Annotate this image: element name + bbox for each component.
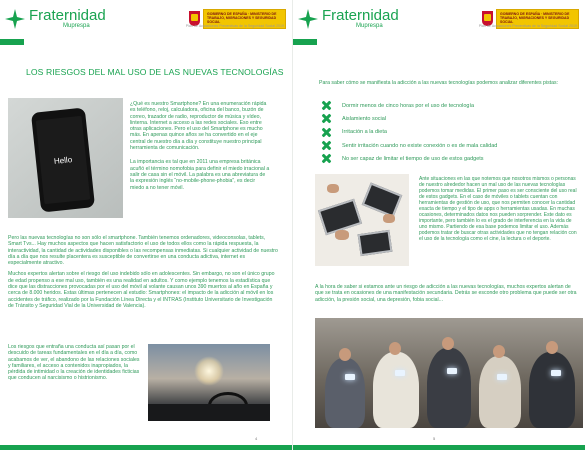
phone-glow	[497, 374, 507, 380]
x-mark-icon	[321, 113, 332, 124]
signs-list	[321, 99, 571, 165]
phone-glow	[395, 370, 405, 376]
brand-logo	[4, 8, 106, 30]
phone-glow	[345, 374, 355, 380]
paragraph-3: Pero las nuevas tecnologías no son sólo el smartphone. También tenemos ordenadores, videoconsolas, tablets, Smart Tvs... Hay muchos aspectos que hacen satisfactorio el uso de todos ellos como la rápida respuesta, la interactividad, la cantidad de actividades disponibles o las recompensas inmediatas. Si cualquier actividad de nuestro día a día que nos resulte placentera es susceptible de convertirse en una conducta adictiva, internet es especialmente atractivo.	[8, 235, 278, 267]
list-intro: Para saber cómo se manifiesta la adicción a las nuevas tecnologías podemos analizar diferentes pistas:	[319, 80, 559, 86]
hand-image	[335, 230, 349, 240]
brand-sub: Muprespa	[63, 22, 90, 29]
car-dashboard	[148, 404, 270, 421]
laptop-image	[362, 183, 403, 218]
tablet-image	[358, 230, 393, 256]
person	[325, 358, 365, 428]
x-mark-icon	[321, 127, 332, 138]
list-item	[321, 99, 571, 112]
brand-sub: Muprespa	[356, 22, 383, 29]
brand-name: Fraternidad	[29, 6, 106, 24]
body-text-2	[8, 344, 140, 386]
person-head	[546, 341, 558, 354]
phone-glow	[447, 368, 457, 374]
driving-photo	[148, 344, 270, 421]
intro-column	[130, 101, 270, 195]
list-item-text: Aislamiento social	[342, 115, 387, 122]
page-header	[0, 0, 292, 44]
person-head	[339, 348, 351, 361]
fraternidad-logo-icon	[4, 8, 26, 30]
phone-screen-text: Hello	[36, 116, 91, 204]
footer-green-bar	[293, 445, 585, 450]
page-header	[293, 0, 585, 44]
list-item-text: Dormir menos de cinco horas por el uso de tecnología	[342, 102, 475, 109]
body-text-1	[8, 235, 278, 313]
list-item-text: Irritación a la dieta	[342, 129, 387, 136]
brand-logo	[297, 8, 399, 30]
list-item	[321, 126, 571, 139]
warning-text: A la hora de saber si estamos ante un riesgo de adicción a las nuevas tecnologías, muchos expertos alertan de que se trata en ocasiones de una manifestación secundaria. Detrás se esconde otro problema que puede ser otra adicción, la presión social, una depresión, fobia social...	[315, 284, 577, 303]
list-item	[321, 112, 571, 125]
list-item	[321, 152, 571, 165]
page-number: 5	[433, 436, 436, 441]
person-head	[442, 337, 454, 350]
paragraph-1: ¿Qué es nuestro Smartphone? En una enumeración rápida es teléfono, reloj, calculadora, oficina del banco, buzón de correo, trazador de radio, reproductor de música y vídeo, linterna. Internet a acceso a las redes sociales. Eso entre otras aplicaciones. Pero el uso del Smartphone es mucho más. En apenas quince años se ha convertido en el eje central de nuestro día a día y constituye nuestro principal herramienta de comunicación.	[130, 101, 267, 152]
footer-green-bar	[0, 445, 292, 450]
person	[427, 348, 471, 428]
paragraph-4: Muchos expertos alertan sobre el riesgo del uso indebido sólo en adolescentes. Sin embargo, no son el único grupo de edad propenso a ese mal uso, también es una realidad en adultos. Y como ejemplo tenemos la estadística que dice que las distracciones provocadas por el uso del móvil al volante causan unos 390 muertos al año en España y cerca de 8.000 heridos. Estas últimas pertenecen al estudio: Smartphones: el impacto de la adicción al móvil en los accidentes de tráfico, realizado por la Fundación Línea Directa y el INTRAS (Instituto Universitario de Investigación de Tránsito y Seguridad Vial de la Universidad de Valencia).	[8, 271, 275, 309]
header-green-bar	[293, 39, 317, 45]
left-page	[0, 0, 292, 450]
x-mark-icon	[321, 153, 332, 164]
person	[529, 352, 575, 428]
x-mark-icon	[321, 100, 332, 111]
plan-caption: Plan de Actuaciones Preventivas de la Seguridad Social 2019	[478, 24, 577, 28]
page-number: 4	[255, 436, 258, 441]
ministry-text: GOBIERNO DE ESPAÑA · MINISTERIO DE TRABAJO, MIGRACIONES Y SEGURIDAD SOCIAL	[207, 12, 277, 24]
person	[479, 356, 521, 428]
person-head	[493, 345, 505, 358]
desk-devices-photo	[315, 174, 409, 266]
person-head	[389, 342, 401, 355]
x-mark-icon	[321, 140, 332, 151]
list-item-text: No ser capaz de limitar el tiempo de uso de estos gadgets	[342, 155, 484, 162]
hand-image	[383, 214, 395, 223]
ministry-text: GOBIERNO DE ESPAÑA · MINISTERIO DE TRABAJO, MIGRACIONES Y SEGURIDAD SOCIAL	[500, 12, 570, 24]
smartphone-photo	[8, 98, 123, 218]
header-green-bar	[0, 39, 24, 45]
paragraph-2: La importancia es tal que en 2011 una empresa británica acuñó el término nomofobia para definir el miedo irracional a salir de casa sin el móvil. La palabra es una abreviatura de la expresión inglés “no-mobile-phone-phobia”, es decir miedo a no tener móvil.	[130, 159, 270, 191]
brand-name: Fraternidad	[322, 6, 399, 24]
right-page	[293, 0, 585, 450]
fraternidad-logo-icon	[297, 8, 319, 30]
person	[373, 352, 419, 428]
measures-text: Ante situaciones en las que notemos que nosotros mismos o personas de nuestro alrededor hacen un mal uso de las nuevas tecnologías podemos tomar medidas. El primer paso es ser consciente del uso real de estos gadgets. En el caso de móviles o tablets cuentan con herramientas de gestión de uso, que nos permiten conocer la cantidad exacta de tiempo y el tipo de apps o herramientas usadas. En muchas ocasiones, determinados datos nos pueden sorprender. Este dato es importante, pero también lo es el grado de interferencia en la vida de uno mismo. Partiendo de esa base podemos limitar el uso. Además podemos tratar de buscar otras actividades que no tengan relación con el uso de la tecnología como el cine, la lectura o el deporte.	[419, 176, 577, 242]
hand-image	[327, 184, 339, 193]
list-item-text: Sentir irritación cuando no existe conexión o es de mala calidad	[342, 142, 498, 149]
group-phones-photo	[315, 318, 583, 428]
phone-glow	[551, 370, 561, 376]
plan-caption: Plan de Actuaciones Preventivas de la Seguridad Social 2019	[185, 24, 284, 28]
paragraph-5: Los riesgos que entraña una conducta así pasan por el descuido de tareas fundamentales en el día a día, como acabamos de ver, el abandono de las relaciones sociales y familiares, el acceso a contenidos inapropiados, la pérdida de intimidad o la creación de identidades ficticias que conducen al narcisismo o histrionismo.	[8, 344, 140, 382]
sun-glare	[194, 356, 224, 386]
phone-image	[31, 107, 95, 212]
page-title: LOS RIESGOS DEL MAL USO DE LAS NUEVAS TECNOLOGÍAS	[26, 67, 284, 77]
list-item	[321, 139, 571, 152]
